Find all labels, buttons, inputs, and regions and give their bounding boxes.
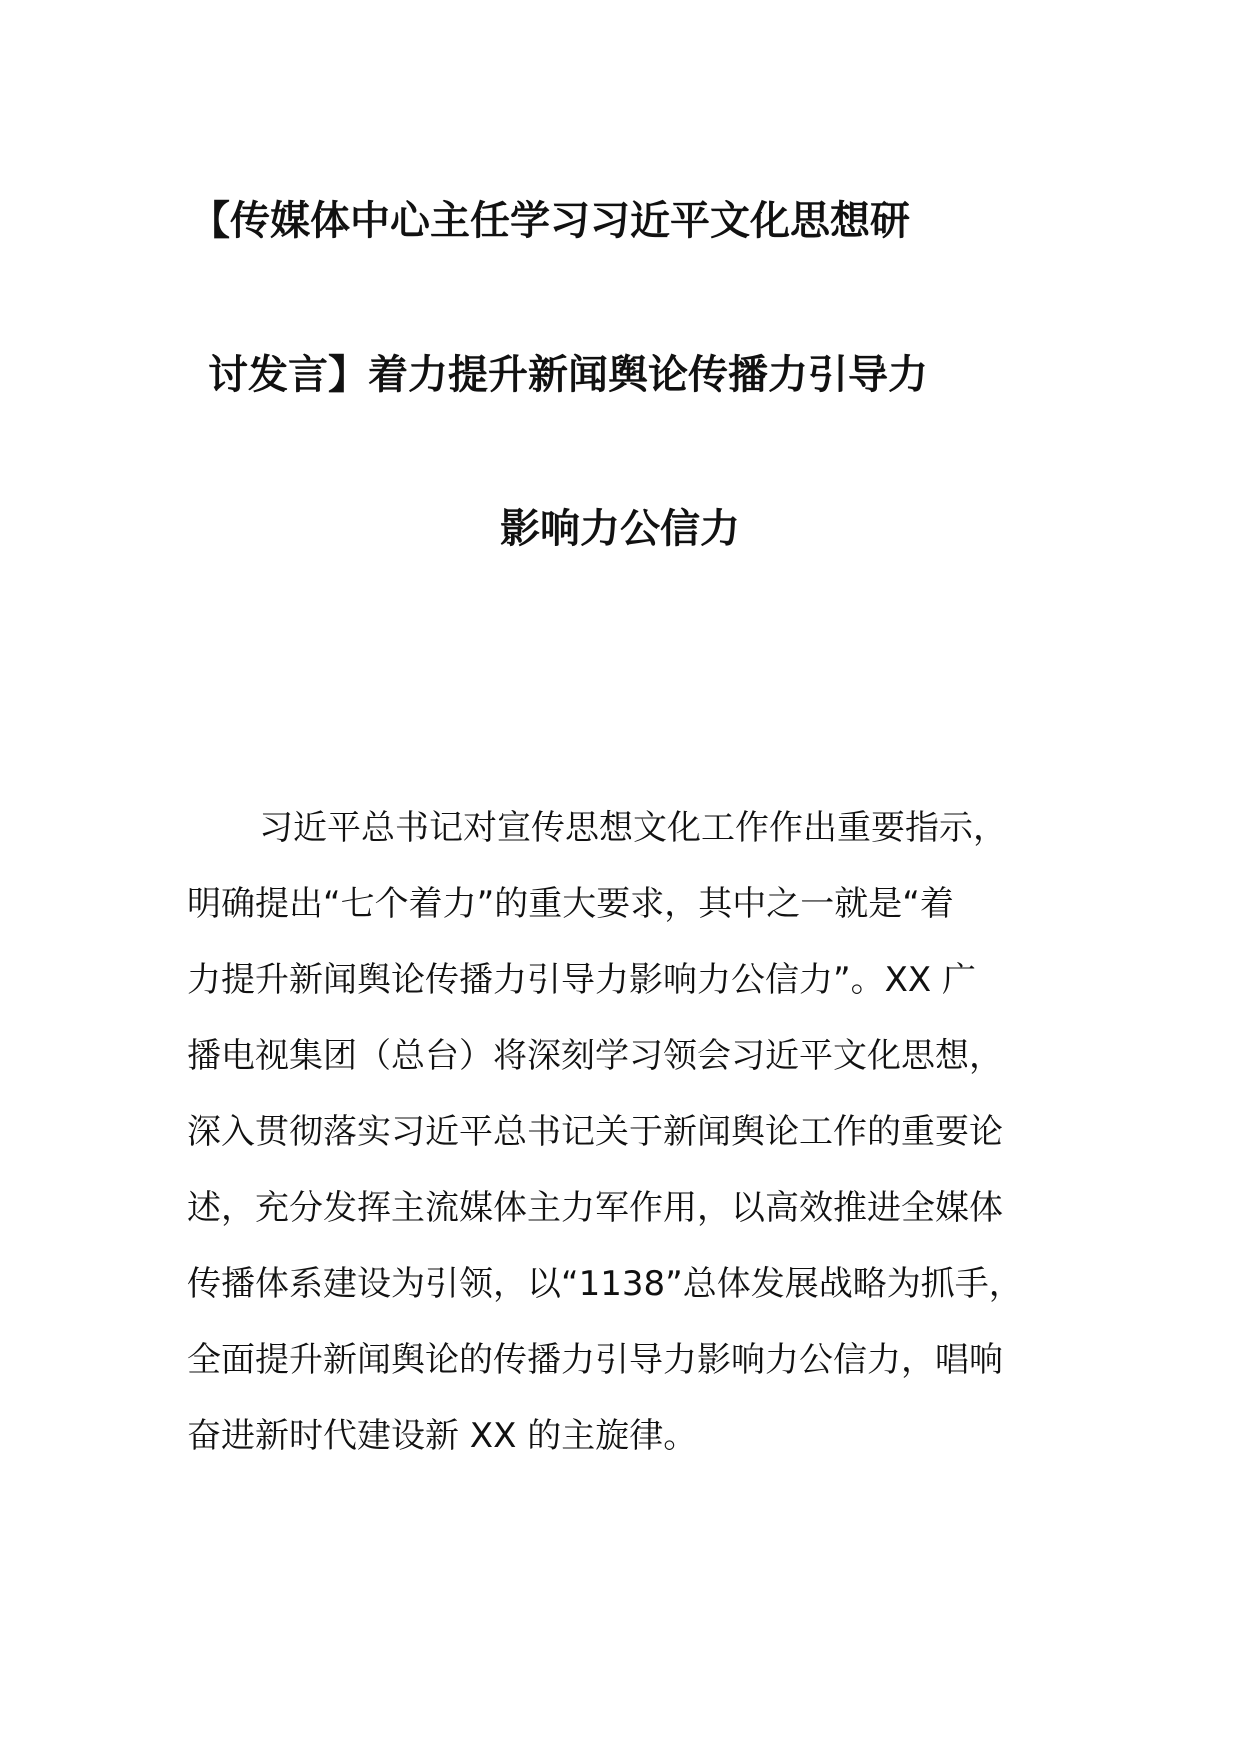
body-line: 传播体系建设为引领，以“1138”总体发展战略为抓手， bbox=[187, 1264, 1023, 1304]
title-line-1: 【传媒体中心主任学习习近平文化思想研 bbox=[190, 198, 910, 244]
document-title bbox=[190, 196, 1050, 658]
body-line: 全面提升新闻舆论的传播力引导力影响力公信力，唱响 bbox=[187, 1340, 1003, 1380]
body-line: 习近平总书记对宣传思想文化工作作出重要指示， bbox=[259, 808, 1007, 848]
title-line-3: 影响力公信力 bbox=[500, 506, 740, 552]
body-line: 述，充分发挥主流媒体主力军作用，以高效推进全媒体 bbox=[187, 1188, 1003, 1228]
body-line: 播电视集团（总台）将深刻学习领会习近平文化思想， bbox=[187, 1036, 1003, 1076]
title-line-2: 讨发言】着力提升新闻舆论传播力引导力 bbox=[208, 352, 928, 398]
body-line: 奋进新时代建设新 XX 的主旋律。 bbox=[187, 1416, 698, 1456]
body-line: 力提升新闻舆论传播力引导力影响力公信力”。XX 广 bbox=[187, 960, 977, 1000]
body-line: 深入贯彻落实习近平总书记关于新闻舆论工作的重要论 bbox=[187, 1112, 1003, 1152]
body-paragraph bbox=[187, 790, 1087, 1474]
body-line: 明确提出“七个着力”的重大要求，其中之一就是“着 bbox=[187, 884, 954, 924]
